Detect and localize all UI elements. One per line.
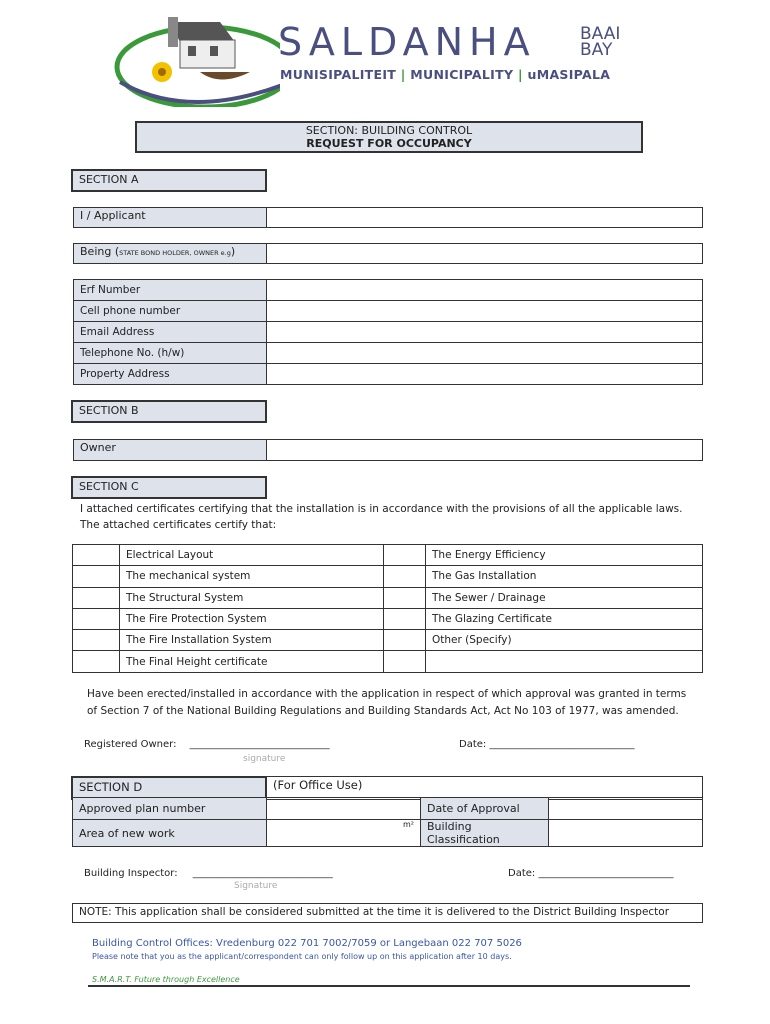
area-unit: m² [403,820,414,829]
office-use-label: (For Office Use) [273,778,363,792]
form-section-title: SECTION: BUILDING CONTROL [305,124,473,137]
owner-date-label: Date: [459,739,487,750]
table-row [74,322,703,343]
inspector-signature-line[interactable]: ____________________________ [192,868,333,879]
property-address-label: Property Address [74,364,267,385]
municipal-logo [110,12,670,107]
approved-plan-field[interactable] [267,798,421,820]
compliance-statement-line-2: of Section 7 of the National Building Regulations and Building Standards Act, Act No 103 of 1977, was amended. [87,705,679,717]
certificate-checkbox[interactable] [73,587,120,608]
registered-owner-signature [84,739,330,750]
logo-sub-afrikaans: MUNISIPALITEIT [280,67,397,82]
footer-divider [88,985,690,987]
certificate-checkbox[interactable] [73,608,120,629]
date-of-approval-label: Date of Approval [421,798,549,820]
section-d-heading: SECTION D [71,776,267,800]
registered-owner-label: Registered Owner: [84,739,177,750]
certificate-checkbox[interactable] [384,630,426,651]
certificate-checkbox[interactable] [384,566,426,587]
submission-note-text: NOTE: This application shall be considered submitted at the time it is delivered to the District Building Inspector [79,906,670,918]
table-row [73,566,703,587]
submission-note [72,903,703,923]
applicant-field[interactable] [266,207,703,228]
table-row [73,820,703,847]
certificates-intro-line-1: I attached certificates certifying that the installation is in accordance with the provisions of all the applicable laws. [80,503,683,515]
certificate-label: The Glazing Certificate [426,608,703,629]
compliance-statement [87,686,686,720]
applicant-label [73,207,267,228]
logo-name: SALDANHA [278,20,536,64]
certificate-checkbox[interactable] [384,608,426,629]
table-row [73,651,703,672]
being-label-close: ) [230,245,236,258]
logo-bay: BAY [580,40,613,60]
inspector-date [508,868,673,879]
table-row [73,608,703,629]
building-class-field[interactable] [549,820,703,847]
telephone-label: Telephone No. (h/w) [74,343,267,364]
compliance-statement-line-1: Have been erected/installed in accordance with the application in respect of which approval was granted in terms [87,688,687,700]
form-title-box [135,121,643,153]
approved-plan-label: Approved plan number [73,798,267,820]
inspector-date-label: Date: [508,868,536,879]
building-class-label: Building Classification [421,820,549,847]
certificate-checkbox[interactable] [73,630,120,651]
table-row [74,343,703,364]
logo-sub-xhosa: uMASIPALA [527,67,611,82]
section-c-heading: SECTION C [71,476,267,499]
logo-sub-separator: | [400,67,406,82]
date-of-approval-field[interactable] [549,798,703,820]
registered-owner-signature-caption: signature [243,754,286,764]
table-row [73,630,703,651]
cell-phone-field[interactable] [267,301,703,322]
logo-baai: BAAI [580,24,621,44]
footer-motto: S.M.A.R.T. Future through Excellence [92,975,240,984]
certificate-label: The Fire Installation System [120,630,384,651]
certificate-checkbox[interactable] [384,587,426,608]
table-row [74,301,703,322]
certificate-label: Electrical Layout [120,545,384,566]
certificate-label[interactable] [426,651,703,672]
logo-emblem [110,12,280,107]
certificate-checkbox[interactable] [384,545,426,566]
certificate-label: The Final Height certificate [120,651,384,672]
logo-sub-separator-2: | [517,67,523,82]
footer-offices: Building Control Offices: Vredenburg 022 701 7002/7059 or Langebaan 022 707 5026 [92,938,522,949]
footer-followup: Please note that you as the applicant/correspondent can only follow up on this application after 10 days. [92,952,512,961]
inspector-label: Building Inspector: [84,868,178,879]
section-a-heading: SECTION A [71,169,267,192]
form-title: REQUEST FOR OCCUPANCY [306,137,472,150]
inspector-signature-caption: Signature [234,881,278,891]
email-label: Email Address [74,322,267,343]
owner-date-line[interactable]: _____________________________ [489,739,635,750]
table-row [74,280,703,301]
certificates-intro [80,501,682,533]
being-label [73,243,267,264]
being-label-text: Being ( [80,245,120,258]
table-row [73,798,703,820]
certificate-checkbox[interactable] [73,651,120,672]
registered-owner-signature-line[interactable]: ____________________________ [189,739,330,750]
table-row [73,545,703,566]
area-field[interactable] [267,820,421,847]
owner-label-text: Owner [80,441,116,454]
erf-number-label: Erf Number [74,280,267,301]
certificate-label: The Energy Efficiency [426,545,703,566]
table-row [74,364,703,385]
being-field[interactable] [266,243,703,264]
telephone-field[interactable] [267,343,703,364]
logo-sub-english: MUNICIPALITY [410,67,514,82]
certificate-label: The Sewer / Drainage [426,587,703,608]
certificates-table [72,544,703,673]
certificate-checkbox[interactable] [73,566,120,587]
area-label: Area of new work [73,820,267,847]
inspector-date-line[interactable]: ___________________________ [538,868,674,879]
property-address-field[interactable] [267,364,703,385]
section-b-heading: SECTION B [71,400,267,423]
certificate-label: Other (Specify) [426,630,703,651]
owner-date [459,739,634,750]
certificates-intro-line-2: The attached certificates certify that: [80,519,277,531]
table-row [73,587,703,608]
applicant-details-table [73,279,703,385]
certificate-checkbox[interactable] [384,651,426,672]
certificate-label: The mechanical system [120,566,384,587]
email-field[interactable] [267,322,703,343]
office-use-table [72,797,703,847]
owner-label [73,439,267,461]
certificate-checkbox[interactable] [73,545,120,566]
certificate-label: The Gas Installation [426,566,703,587]
owner-field[interactable] [266,439,703,461]
being-label-hint: STATE BOND HOLDER, OWNER e.g [119,249,231,257]
certificate-label: The Structural System [120,587,384,608]
erf-number-field[interactable] [267,280,703,301]
applicant-label-text: I / Applicant [80,209,146,222]
certificate-label: The Fire Protection System [120,608,384,629]
inspector-signature [84,868,333,879]
cell-phone-label: Cell phone number [74,301,267,322]
